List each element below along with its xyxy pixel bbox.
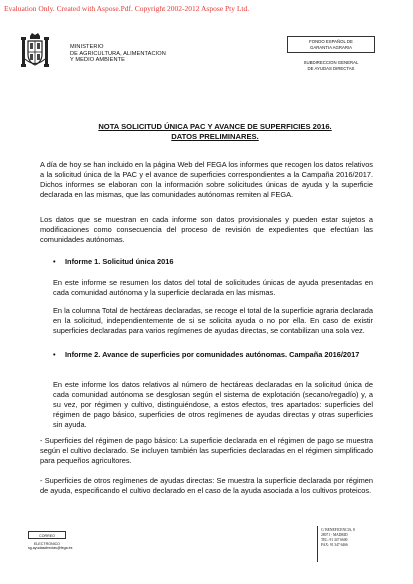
informe-1-summary: En este informe se resumen los datos del total de solicitudes únicas de ayuda presentadas en cada comunidad autónoma y la superficie declarada en las mismas. [53,278,373,297]
bullet-icon: • [53,257,56,266]
otros-regimenes-paragraph: - Superficies de otros regímenes de ayudas directas: Se muestra la superficie declarada por régimen de ayuda, especificando el cultivo declarado en el caso de la ayuda asociada a los cultivos proteicos. [40,476,373,495]
coat-of-arms-icon [20,32,50,70]
fega-box: FONDO ESPAÑOL DE GARANTIA AGRARIA [287,36,375,53]
informe-2-summary: En este informe los datos relativos al número de hectáreas declaradas en la solicitud única de cada comunidad autónoma se desglosan según el sistema de explotación (secano/regadío) y, a su vez, por régimen y cultivo, distinguiéndose, a estos efectos, tres apartados: superficies del régimen de pago básico, superficies de otros regímenes de ayudas directas y otras superficies sin ayuda. [53,380,373,429]
footer-divider [317,526,318,562]
postal-address: C/ BENEFICENCIA, 8 28071 - MADRID TEL: 91 347 6600 FAX: 91 347 6466 [321,528,355,547]
document-title: NOTA SOLICITUD ÚNICA PAC Y AVANCE DE SUPERFICIES 2016. DATOS PRELIMINARES. [98,122,332,141]
ministry-name: MINISTERIO DE AGRICULTURA, ALIMENTACION Y MEDIO AMBIENTE [70,44,166,64]
evaluation-watermark: Evaluation Only. Created with Aspose.Pdf. Copyright 2002-2012 Aspose Pty Ltd. [4,4,250,13]
correo-label: CORREO ELECTRONICO [28,531,66,539]
bullet-icon: • [53,350,56,359]
provisional-paragraph: Los datos que se muestran en cada informe son datos provisionales y pueden estar sujetos a modificaciones como consecuencia del proceso de revisión de expedientes que efectúan las comunidades autónomas. [40,215,373,244]
bullet-informe-2: • Informe 2. Avance de superficies por comunidades autónomas. Campaña 2016/2017 [53,350,360,359]
bullet-informe-1: • Informe 1. Solicitud única 2016 [53,257,174,266]
email-link[interactable]: sg.ayudasdirectas@fega.es [28,546,73,550]
pago-basico-paragraph: - Superficies del régimen de pago básico: La superficie declarada en el régimen de pago se muestra según el cultivo declarado. Se incluyen también las superficies declaradas en el régimen simplificado para pequeños agricultores. [40,436,373,465]
informe-1-detail: En la columna Total de hectáreas declaradas, se recoge el total de la superficie agraria declarada en la solicitud, independientemente de si se solicita ayuda o no por ella. En caso de existir superficies declaradas para varios regímenes de ayudas directas, se contabilizan una sola vez. [53,306,373,335]
subdirection-name: SUBDIRECCION GENERAL DE AYUDAS DIRECTAS [303,60,359,71]
intro-paragraph: A día de hoy se han incluido en la página Web del FEGA los informes que recogen los datos relativos a la solicitud única de la PAC y el avance de superficies correspondientes a la Campaña 2016/2017. Dichos informes se elaboran con la información sobre solicitudes únicas de ayuda y la superficie declarada en las mismas, que las comunidades autónomas remiten al FEGA. [40,160,373,199]
